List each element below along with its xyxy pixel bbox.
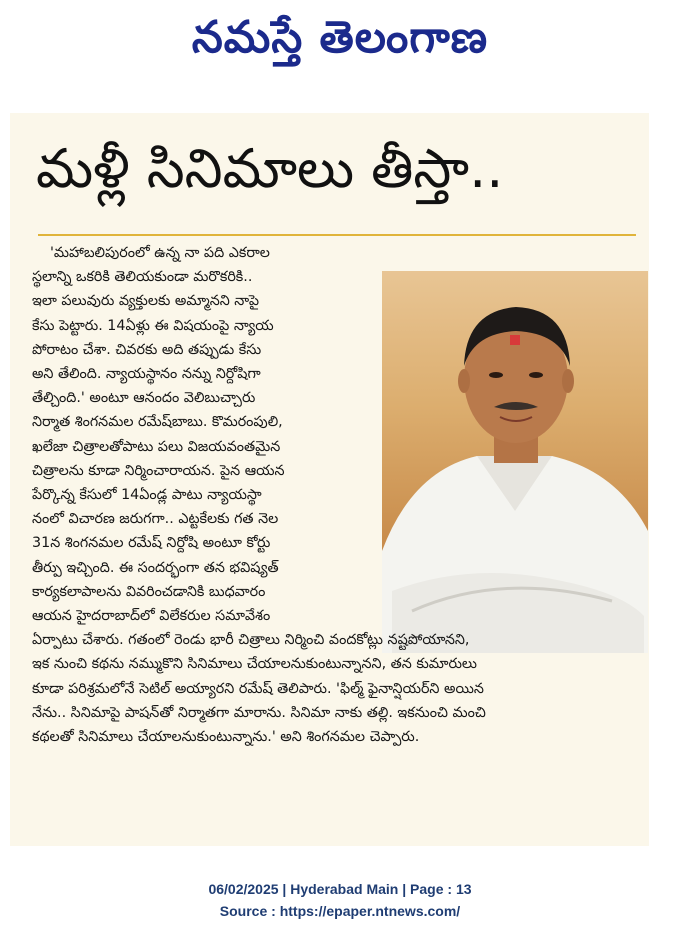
body-line: కార్యకలాపాలను వివరించడానికి బుధవారం (32, 583, 266, 600)
body-line: 31న శింగనమల రమేష్ నిర్దోషి అంటూ కోర్టు (32, 535, 271, 552)
body-line: ఏర్పాటు చేశారు. గతంలో రెండు భారీ చిత్రాలు నిర్మించి వందకోట్లు నష్టపోయానని, (32, 632, 470, 649)
body-line: నిర్మాత శింగనమల రమేష్‌బాబు. కొమరంపులి, (32, 414, 283, 431)
body-line: కూడా పరిశ్రమలోనే సెటిల్ అయ్యారని రమేష్ తెలిపారు. 'ఫిల్మ్ ఫైనాన్షియర్‌ని అయిన (32, 680, 484, 697)
body-line: పోరాటం చేశా. చివరకు అది తప్పుడు కేసు (32, 341, 262, 358)
body-line: నంలో విచారణ జరుగగా.. ఎట్టకేలకు గత నెల (32, 511, 279, 528)
body-line: కథలతో సినిమాలు చేయాలనుకుంటున్నాను.' అని శింగనమల చెప్పారు. (32, 729, 420, 746)
body-line: తేల్చింది.' అంటూ ఆనందం వెలిబుచ్చారు (32, 390, 256, 407)
body-line: ఖలేజా చిత్రాలతోపాటు పలు విజయవంతమైన (32, 438, 281, 455)
body-line: తీర్పు ఇచ్చింది. ఈ సందర్భంగా తన భవిష్యత్ (32, 559, 279, 576)
body-line: కేసు పెట్టారు. 14ఏళ్లు ఈ విషయంపై న్యాయ (32, 317, 274, 334)
masthead (0, 0, 680, 78)
headline-divider (38, 234, 636, 236)
page-footer (0, 878, 680, 922)
source-link: Source : https://epaper.ntnews.com/ (219, 903, 461, 919)
body-line: ఆయన హైదరాబాద్‌లో విలేకరుల సమావేశం (32, 608, 271, 625)
body-line: నేను.. సినిమాపై పాషన్‌తో నిర్మాతగా మారాను. సినిమా నాకు తల్లి. ఇకనుంచి మంచి (32, 704, 486, 721)
article-headline: మళ్లీ సినిమాలు తీస్తా.. (36, 137, 504, 200)
body-line: ఇలా పలువురు వ్యక్తులకు అమ్మానని నాపై (32, 293, 259, 310)
article-body (32, 241, 638, 749)
body-line: స్థలాన్ని ఒకరికి తెలియకుండా మరొకరికి.. (32, 269, 253, 286)
body-line: 'మహాబలిపురంలో ఉన్న నా పది ఎకరాల (50, 245, 270, 261)
article-clipping (10, 113, 649, 846)
masthead-logo: నమస్తే తెలంగాణ (191, 12, 489, 63)
body-line: ఇక నుంచి కథను నమ్ముకొని సినిమాలు చేయాలనుకుంటున్నానని, తన కుమారులు (32, 656, 478, 673)
body-line: పేర్కొన్న కేసులో 14ఏండ్ల పాటు న్యాయస్థా (32, 487, 262, 504)
body-line: చిత్రాలను కూడా నిర్మించారాయన. పైన ఆయన (32, 462, 285, 479)
body-line: అని తేలింది. న్యాయస్థానం నన్ను నిర్దోషిగా (32, 366, 261, 383)
edition-info: 06/02/2025 | Hyderabad Main | Page : 13 (208, 881, 472, 897)
